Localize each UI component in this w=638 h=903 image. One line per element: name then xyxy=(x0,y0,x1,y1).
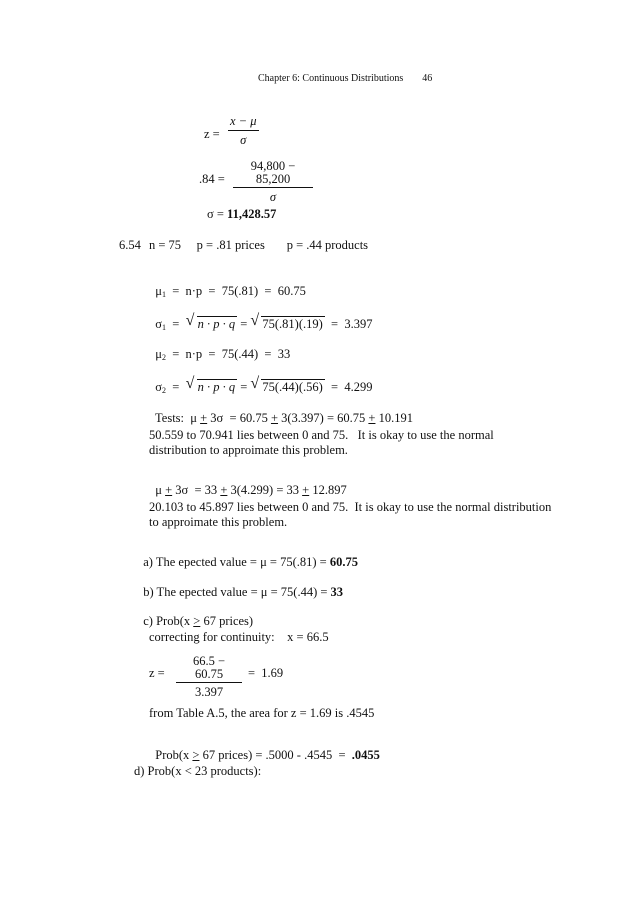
prob-value: .0455 xyxy=(351,747,380,762)
page-number: 46 xyxy=(422,73,433,84)
z-denominator: σ xyxy=(240,132,247,147)
sigma1-radicand-values: 75(.81)(.19) xyxy=(262,316,323,331)
tests-line-2 xyxy=(149,471,347,496)
sigma2-line xyxy=(149,366,372,395)
sigma2-symbol: σ xyxy=(155,379,162,394)
eq84-numerator: 94,800 − 85,200 xyxy=(233,160,313,188)
eq84-fraction xyxy=(233,160,313,204)
z-formula-label: z = xyxy=(204,127,220,141)
mu1-line xyxy=(149,272,306,299)
tests2-pm-3: + xyxy=(302,482,310,497)
part-c-b: 67 prices) xyxy=(200,613,254,628)
prob-a: Prob(x xyxy=(155,747,193,762)
tests2-d: 12.897 xyxy=(309,482,347,497)
mu2-subscript: 2 xyxy=(161,352,166,362)
part-a-text: a) The epected value = μ = 75(.81) = xyxy=(143,554,330,569)
sigma2-radicand: n · p · q xyxy=(197,379,236,394)
part-c xyxy=(137,602,253,627)
tests1-a: Tests: μ xyxy=(155,410,201,425)
sigma-value: 11,428.57 xyxy=(227,207,277,221)
sigma2-subscript: 2 xyxy=(162,385,166,395)
range1-line-2: distribution to approimate this problem. xyxy=(149,443,348,457)
mu1-rest: = n·p = 75(.81) = 60.75 xyxy=(165,283,306,298)
part-b-value: 33 xyxy=(330,584,344,599)
sigma1-symbol: σ xyxy=(155,316,162,331)
sigma2-eq: = xyxy=(166,379,186,394)
problem-given: n = 75 p = .81 prices p = .44 products xyxy=(149,238,369,252)
tests2-b: 3σ = 33 xyxy=(172,482,221,497)
tests-line-1 xyxy=(149,399,413,424)
part-a xyxy=(137,543,358,568)
part-c-a: c) Prob(x xyxy=(143,613,194,628)
mu1-symbol: μ xyxy=(155,283,162,298)
z-formula-fraction xyxy=(228,115,259,146)
sigma-label: σ = xyxy=(207,207,224,221)
range2-line-2: to approimate this problem. xyxy=(149,515,288,529)
sigma1-mid: = xyxy=(237,316,251,331)
tests1-pm-1: + xyxy=(200,410,208,425)
sigma2-mid: = xyxy=(237,379,251,394)
z2-result: = 1.69 xyxy=(248,666,284,680)
z-numerator: x − μ xyxy=(228,115,259,131)
z2-label: z = xyxy=(149,666,165,680)
tests2-pm-1: + xyxy=(165,482,173,497)
continuity-correction: correcting for continuity: x = 66.5 xyxy=(149,630,329,644)
sigma2-sqrt-values xyxy=(250,379,324,394)
running-header xyxy=(258,74,432,84)
sigma-result xyxy=(207,208,276,221)
tests1-pm-2: + xyxy=(270,410,279,425)
sigma1-end: = 3.397 xyxy=(324,316,373,331)
prob-b: 67 prices) = .5000 - .4545 = xyxy=(199,747,352,762)
tests1-b: 3σ = 60.75 xyxy=(207,410,271,425)
sigma2-radicand-values: 75(.44)(.56) xyxy=(262,379,323,394)
z2-fraction xyxy=(176,655,242,699)
mu2-line xyxy=(149,335,290,362)
sigma1-radicand: n · p · q xyxy=(197,316,236,331)
z2-numerator: 66.5 − 60.75 xyxy=(176,655,242,683)
z2-denominator: 3.397 xyxy=(194,685,224,699)
tests1-pm-3: + xyxy=(368,410,376,425)
tests2-a: μ xyxy=(155,482,166,497)
tests2-c: 3(4.299) = 33 xyxy=(227,482,303,497)
table-lookup: from Table A.5, the area for z = 1.69 is .4545 xyxy=(149,706,375,720)
tests1-d: 10.191 xyxy=(375,410,413,425)
tests2-pm-2: + xyxy=(220,482,228,497)
sigma1-sqrt-values xyxy=(250,316,324,331)
eq84-denominator: σ xyxy=(269,190,277,204)
sigma2-sqrt-npq xyxy=(186,379,238,394)
mu2-symbol: μ xyxy=(155,346,162,361)
problem-number: 6.54 xyxy=(119,238,141,252)
sigma2-end: = 4.299 xyxy=(324,379,373,394)
eq84-label: .84 = xyxy=(199,172,225,186)
part-b xyxy=(137,573,343,598)
part-a-value: 60.75 xyxy=(329,554,358,569)
mu1-subscript: 1 xyxy=(161,289,166,299)
part-c-ge: > xyxy=(193,613,201,628)
sigma1-subscript: 1 xyxy=(162,322,166,332)
mu2-rest: = n·p = 75(.44) = 33 xyxy=(165,346,291,361)
part-d: d) Prob(x < 23 products): xyxy=(134,764,262,778)
sigma1-sqrt-npq xyxy=(186,316,238,331)
prob-result xyxy=(149,736,380,761)
range1-line-1: 50.559 to 70.941 lies between 0 and 75. It is okay to use the normal xyxy=(149,428,494,442)
tests1-c: 3(3.397) = 60.75 xyxy=(278,410,369,425)
sigma1-line xyxy=(149,303,372,332)
chapter-title: Chapter 6: Continuous Distributions xyxy=(258,73,404,84)
sigma1-eq: = xyxy=(166,316,186,331)
range2-line-1: 20.103 to 45.897 lies between 0 and 75. It is okay to use the normal distribution xyxy=(149,500,552,514)
prob-ge: > xyxy=(192,747,200,762)
part-b-text: b) The epected value = μ = 75(.44) = xyxy=(143,584,331,599)
